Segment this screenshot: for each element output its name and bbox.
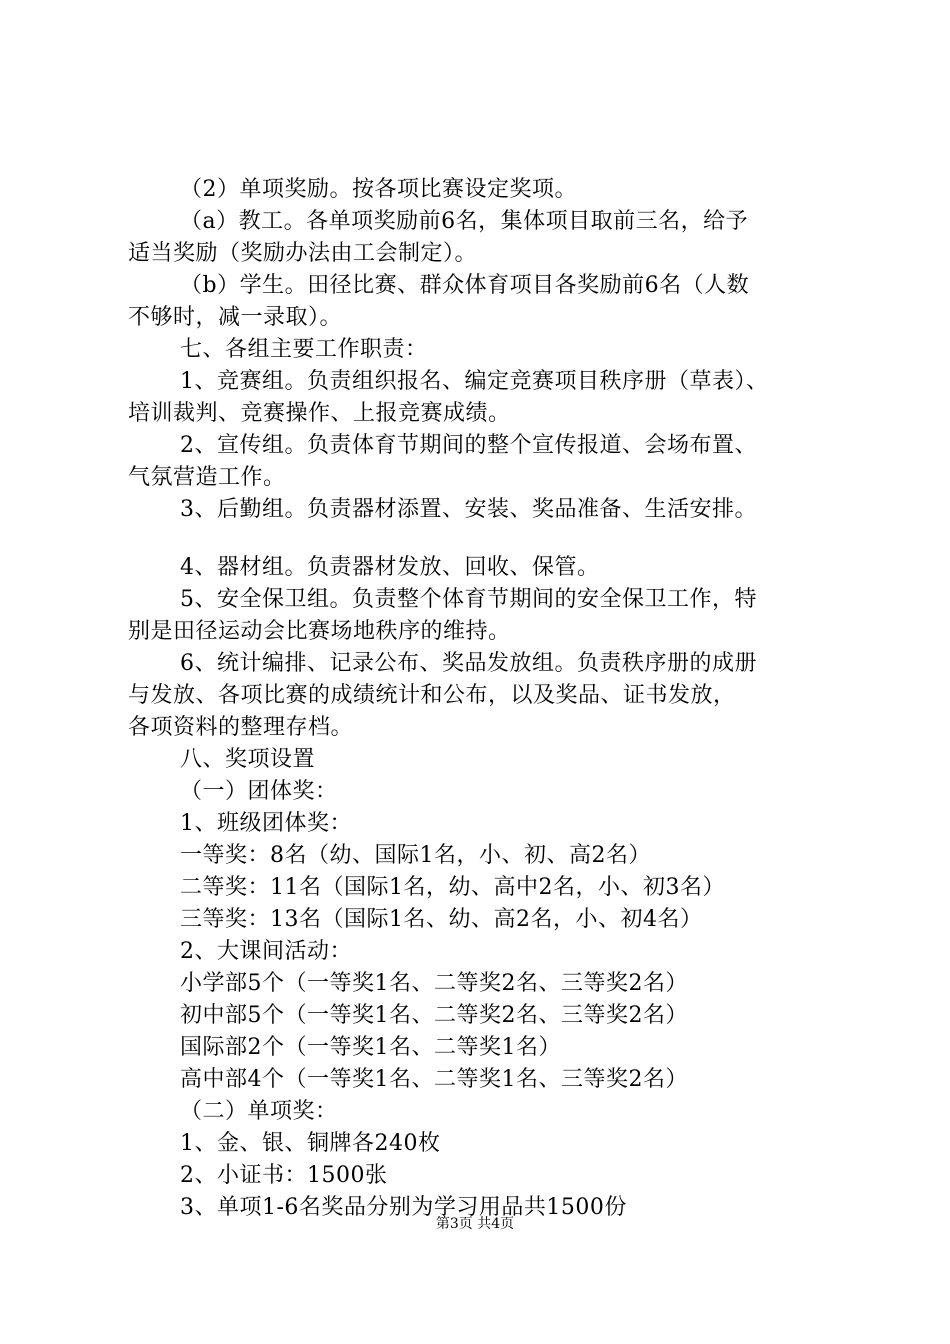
text-line: 各项资料的整理存档。 bbox=[128, 715, 354, 740]
text-line: 1、竞赛组。负责组织报名、编定竞赛项目秩序册（草表）、 bbox=[180, 369, 769, 394]
text-line: 国际部2个（一等奖1名、二等奖1名） bbox=[180, 1035, 561, 1060]
text-line: 1、金、银、铜牌各240枚 bbox=[180, 1131, 441, 1156]
text-line: 小学部5个（一等奖1名、二等奖2名、三等奖2名） bbox=[180, 971, 688, 996]
text-line: 2、宣传组。负责体育节期间的整个宣传报道、会场布置、 bbox=[180, 433, 757, 458]
text-line: （2）单项奖励。按各项比赛设定奖项。 bbox=[180, 177, 577, 202]
section-heading: 八、奖项设置 bbox=[180, 747, 316, 772]
text-line: 4、器材组。负责器材发放、回收、保管。 bbox=[180, 555, 600, 580]
text-line: 2、大课间活动： bbox=[180, 939, 352, 964]
text-line: 二等奖：11名（国际1名，幼、高中2名，小、初3名） bbox=[180, 875, 725, 900]
text-line: 别是田径运动会比赛场地秩序的维持。 bbox=[128, 619, 511, 644]
text-line: （二）单项奖： bbox=[180, 1099, 338, 1124]
text-line: 1、班级团体奖： bbox=[180, 811, 352, 836]
text-line: （a）教工。各单项奖励前6名，集体项目取前三名，给予 bbox=[180, 209, 749, 234]
text-line: 高中部4个（一等奖1名、二等奖1名、三等奖2名） bbox=[180, 1067, 688, 1092]
text-line: 适当奖励（奖励办法由工会制定）。 bbox=[128, 241, 478, 266]
text-line: 初中部5个（一等奖1名、二等奖2名、三等奖2名） bbox=[180, 1003, 688, 1028]
text-line: （一）团体奖： bbox=[180, 779, 338, 804]
text-line: 2、小证书：1500张 bbox=[180, 1163, 388, 1188]
document-body bbox=[128, 174, 838, 1224]
blank-line bbox=[128, 526, 838, 552]
page-footer: 第3页 共4页 bbox=[435, 1216, 515, 1232]
text-line: 三等奖：13名（国际1名、幼、高2名，小、初4名） bbox=[180, 907, 703, 932]
text-line: （b）学生。田径比赛、群众体育项目各奖励前6名（人数 bbox=[180, 273, 750, 298]
text-line: 5、安全保卫组。负责整个体育节期间的安全保卫工作，特 bbox=[180, 587, 757, 612]
text-line: 3、后勤组。负责器材添置、安装、奖品准备、生活安排。 bbox=[180, 497, 757, 522]
text-line: 一等奖：8名（幼、国际1名，小、初、高2名） bbox=[180, 843, 651, 868]
text-line: 培训裁判、竞赛操作、上报竞赛成绩。 bbox=[128, 401, 511, 426]
text-line: 6、统计编排、记录公布、奖品发放组。负责秩序册的成册 bbox=[180, 651, 757, 676]
section-heading: 七、各组主要工作职责： bbox=[180, 337, 428, 362]
text-line: 气氛营造工作。 bbox=[128, 465, 286, 490]
text-line: 不够时，减一录取）。 bbox=[128, 305, 343, 330]
text-line: 3、单项1-6名奖品分别为学习用品共1500份 bbox=[180, 1195, 627, 1220]
text-line: 与发放、各项比赛的成绩统计和公布，以及奖品、证书发放， bbox=[128, 683, 736, 708]
